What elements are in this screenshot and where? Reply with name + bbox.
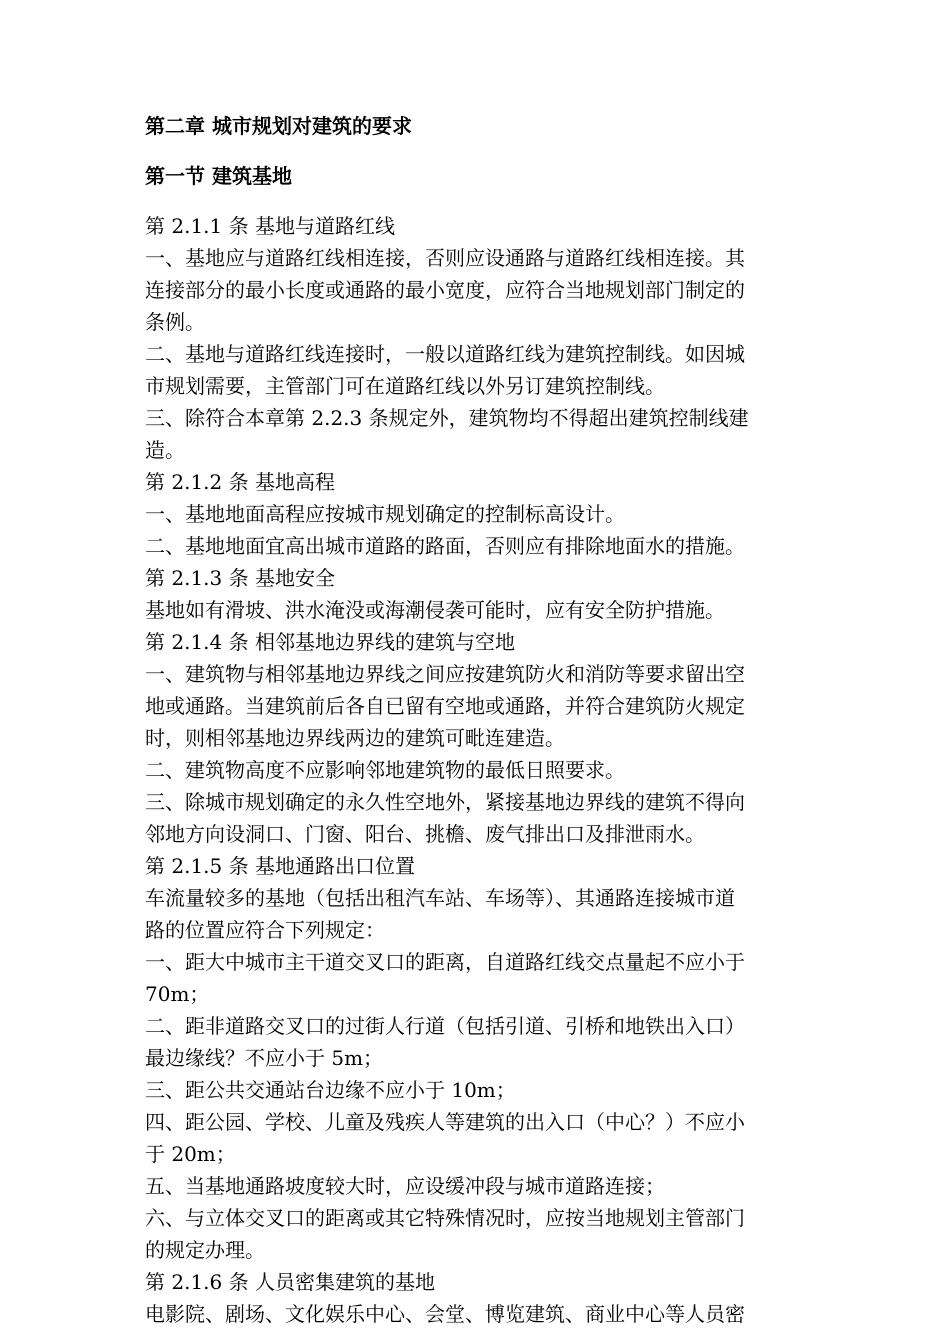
paragraph-line: 70m；: [145, 982, 210, 1006]
clause-block: [145, 466, 810, 562]
paragraph-line: 路的位置应符合下列规定：: [145, 918, 385, 942]
paragraph-line: 一、建筑物与相邻基地边界线之间应按建筑防火和消防等要求留出空: [145, 662, 745, 686]
clause-list: [145, 210, 810, 1330]
clause-title: 第 2.1.2 条 基地高程: [145, 470, 335, 494]
paragraph-line: 一、基地地面高程应按城市规划确定的控制标高设计。: [145, 502, 625, 526]
paragraph-line: 邻地方向设洞口、门窗、阳台、挑檐、废气排出口及排泄雨水。: [145, 822, 705, 846]
clause-paragraph: [145, 1106, 810, 1170]
clause-paragraph: [145, 530, 810, 562]
clause-title: 第 2.1.6 条 人员密集建筑的基地: [145, 1270, 435, 1294]
clause-paragraph: [145, 242, 810, 338]
clause-paragraph: [145, 882, 810, 946]
paragraph-line: 二、建筑物高度不应影响邻地建筑物的最低日照要求。: [145, 758, 625, 782]
paragraph-line: 三、除符合本章第 2.2.3 条规定外，建筑物均不得超出建筑控制线建: [145, 406, 749, 430]
clause-paragraph: [145, 498, 810, 530]
clause-block: [145, 562, 810, 626]
clause-paragraph: [145, 1170, 810, 1202]
clause-paragraph: [145, 1202, 810, 1266]
paragraph-line: 基地如有滑坡、洪水淹没或海潮侵袭可能时，应有安全防护措施。: [145, 598, 725, 622]
clause-block: [145, 1266, 810, 1330]
paragraph-line: 二、基地地面宜高出城市道路的路面，否则应有排除地面水的措施。: [145, 534, 745, 558]
clause-title: 第 2.1.1 条 基地与道路红线: [145, 214, 395, 238]
paragraph-line: 一、基地应与道路红线相连接，否则应设通路与道路红线相连接。其: [145, 246, 745, 270]
clause-paragraph: [145, 754, 810, 786]
paragraph-line: 二、基地与道路红线连接时，一般以道路红线为建筑控制线。如因城: [145, 342, 745, 366]
paragraph-line: 二、距非道路交叉口的过街人行道（包括引道、引桥和地铁出入口）: [145, 1014, 745, 1038]
paragraph-line: 连接部分的最小长度或通路的最小宽度，应符合当地规划部门制定的: [145, 278, 745, 302]
clause-paragraph: [145, 1010, 810, 1074]
section-title: 第一节 建筑基地: [145, 164, 292, 188]
paragraph-line: 造。: [145, 438, 185, 462]
clause-block: [145, 626, 810, 850]
paragraph-line: 市规划需要，主管部门可在道路红线以外另订建筑控制线。: [145, 374, 665, 398]
document-page: [145, 110, 810, 1330]
clause-paragraph: [145, 658, 810, 754]
paragraph-line: 五、当基地通路坡度较大时，应设缓冲段与城市道路连接；: [145, 1174, 665, 1198]
paragraph-line: 最边缘线？不应小于 5m；: [145, 1046, 384, 1070]
clause-title: 第 2.1.5 条 基地通路出口位置: [145, 854, 415, 878]
clause-paragraph: [145, 1298, 810, 1330]
clause-paragraph: [145, 786, 810, 850]
paragraph-line: 的规定办理。: [145, 1238, 265, 1262]
clause-title: 第 2.1.4 条 相邻基地边界线的建筑与空地: [145, 630, 515, 654]
paragraph-line: 地或通路。当建筑前后各自已留有空地或通路，并符合建筑防火规定: [145, 694, 745, 718]
clause-paragraph: [145, 946, 810, 1010]
paragraph-line: 四、距公园、学校、儿童及残疾人等建筑的出入口（中心？）不应小: [145, 1110, 745, 1134]
paragraph-line: 一、距大中城市主干道交叉口的距离，自道路红线交点量起不应小于: [145, 950, 745, 974]
clause-paragraph: [145, 594, 810, 626]
paragraph-line: 于 20m；: [145, 1142, 236, 1166]
paragraph-line: 车流量较多的基地（包括出租汽车站、车场等）、其通路连接城市道: [145, 886, 735, 910]
paragraph-line: 条例。: [145, 310, 205, 334]
clause-paragraph: [145, 338, 810, 402]
paragraph-line: 三、距公共交通站台边缘不应小于 10m；: [145, 1078, 516, 1102]
clause-title: 第 2.1.3 条 基地安全: [145, 566, 335, 590]
clause-block: [145, 210, 810, 466]
clause-block: [145, 850, 810, 1266]
paragraph-line: 电影院、剧场、文化娱乐中心、会堂、博览建筑、商业中心等人员密: [145, 1302, 745, 1326]
clause-paragraph: [145, 402, 810, 466]
paragraph-line: 三、除城市规划确定的永久性空地外，紧接基地边界线的建筑不得向: [145, 790, 745, 814]
clause-paragraph: [145, 1074, 810, 1106]
paragraph-line: 时，则相邻基地边界线两边的建筑可毗连建造。: [145, 726, 565, 750]
paragraph-line: 六、与立体交叉口的距离或其它特殊情况时，应按当地规划主管部门: [145, 1206, 745, 1230]
chapter-title: 第二章 城市规划对建筑的要求: [145, 114, 412, 138]
